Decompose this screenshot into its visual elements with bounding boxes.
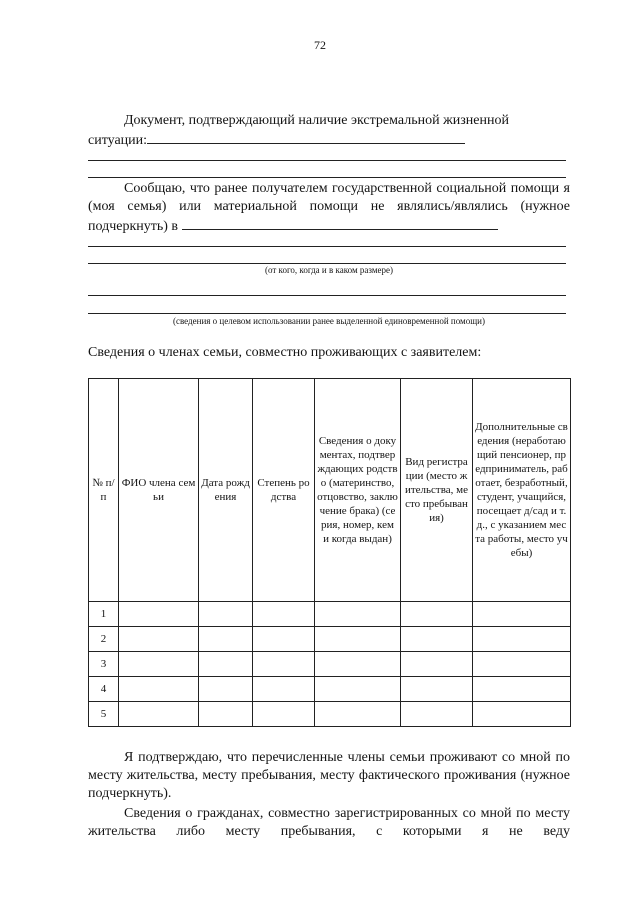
- col-header-documents: Сведения о документах, подтверждающих родство (материнство, отцовство, заключение брака) (серия, номер, кем и когда выдан): [315, 379, 401, 602]
- cell-birthdate[interactable]: [199, 677, 253, 702]
- cell-additional[interactable]: [473, 702, 571, 727]
- table-row: [89, 602, 571, 627]
- table-header-row: [89, 379, 571, 602]
- row-number: 4: [89, 677, 119, 702]
- col-header-number: № п/п: [89, 379, 119, 602]
- cell-documents[interactable]: [315, 652, 401, 677]
- assistance-paragraph: [88, 180, 570, 236]
- assistance-blank-line-2[interactable]: [88, 263, 566, 264]
- cell-birthdate[interactable]: [199, 627, 253, 652]
- cell-birthdate[interactable]: [199, 652, 253, 677]
- cell-birthdate[interactable]: [199, 602, 253, 627]
- assistance-blank-line-3[interactable]: [88, 295, 566, 296]
- assistance-input-line[interactable]: [182, 216, 498, 230]
- document-input-line[interactable]: [147, 130, 465, 144]
- table-row: [89, 677, 571, 702]
- document-label-text: Документ, подтверждающий наличие экстремальной жизненной ситуации:: [88, 113, 509, 148]
- cell-additional[interactable]: [473, 627, 571, 652]
- table-row: [89, 702, 571, 727]
- col-header-relationship: Степень родства: [253, 379, 315, 602]
- col-header-additional: Дополнительные сведения (неработающий пенсионер, предприниматель, работает, безработный, студент, учащийся, посещает д/сад и т.д., с указанием места работы, место учебы): [473, 379, 571, 602]
- assistance-blank-line-1[interactable]: [88, 246, 566, 247]
- cell-name[interactable]: [119, 677, 199, 702]
- document-label-paragraph: [88, 112, 570, 150]
- assistance-caption-2: (сведения о целевом использовании ранее выделенной единовременной помощи): [172, 316, 485, 326]
- table-row: [89, 627, 571, 652]
- page-number: 72: [314, 38, 326, 52]
- cell-name[interactable]: [119, 702, 199, 727]
- confirmation-paragraph: Я подтверждаю, что перечисленные члены семьи проживают со мной по месту жительства, месту пребывания, месту фактического проживания (нужное подчеркнуть).: [88, 750, 570, 801]
- cell-additional[interactable]: [473, 652, 571, 677]
- col-header-name: ФИО члена семьи: [119, 379, 199, 602]
- cell-additional[interactable]: [473, 677, 571, 702]
- assistance-blank-line-4[interactable]: [88, 313, 566, 314]
- assistance-caption-1: (от кого, когда и в каком размере): [264, 265, 394, 275]
- assistance-text: Сообщаю, что ранее получателем государственной социальной помощи я (моя семья) или материальной помощи не являлись/являлись (нужное подчеркнуть) в: [88, 181, 570, 234]
- cell-registration[interactable]: [401, 602, 473, 627]
- cell-relationship[interactable]: [253, 677, 315, 702]
- cell-registration[interactable]: [401, 702, 473, 727]
- cell-documents[interactable]: [315, 627, 401, 652]
- cell-additional[interactable]: [473, 602, 571, 627]
- cell-relationship[interactable]: [253, 702, 315, 727]
- cell-relationship[interactable]: [253, 627, 315, 652]
- cell-documents[interactable]: [315, 602, 401, 627]
- cell-name[interactable]: [119, 627, 199, 652]
- row-number: 2: [89, 627, 119, 652]
- row-number: 5: [89, 702, 119, 727]
- cell-registration[interactable]: [401, 677, 473, 702]
- document-blank-line-2[interactable]: [88, 177, 566, 178]
- cell-documents[interactable]: [315, 677, 401, 702]
- row-number: 3: [89, 652, 119, 677]
- cell-relationship[interactable]: [253, 602, 315, 627]
- document-blank-line-1[interactable]: [88, 160, 566, 161]
- cell-registration[interactable]: [401, 627, 473, 652]
- col-header-registration: Вид регистрации (место жительства, место пребывания): [401, 379, 473, 602]
- cell-documents[interactable]: [315, 702, 401, 727]
- cell-birthdate[interactable]: [199, 702, 253, 727]
- row-number: 1: [89, 602, 119, 627]
- cell-registration[interactable]: [401, 652, 473, 677]
- registered-persons-paragraph: Сведения о гражданах, совместно зарегистрированных со мной по месту жительства либо месту пребывания, с которыми я не веду: [88, 806, 570, 839]
- cell-name[interactable]: [119, 652, 199, 677]
- col-header-birthdate: Дата рождения: [199, 379, 253, 602]
- cell-relationship[interactable]: [253, 652, 315, 677]
- family-heading: Сведения о членах семьи, совместно проживающих с заявителем:: [88, 345, 482, 360]
- table-row: [89, 652, 571, 677]
- cell-name[interactable]: [119, 602, 199, 627]
- family-members-table: [88, 378, 571, 727]
